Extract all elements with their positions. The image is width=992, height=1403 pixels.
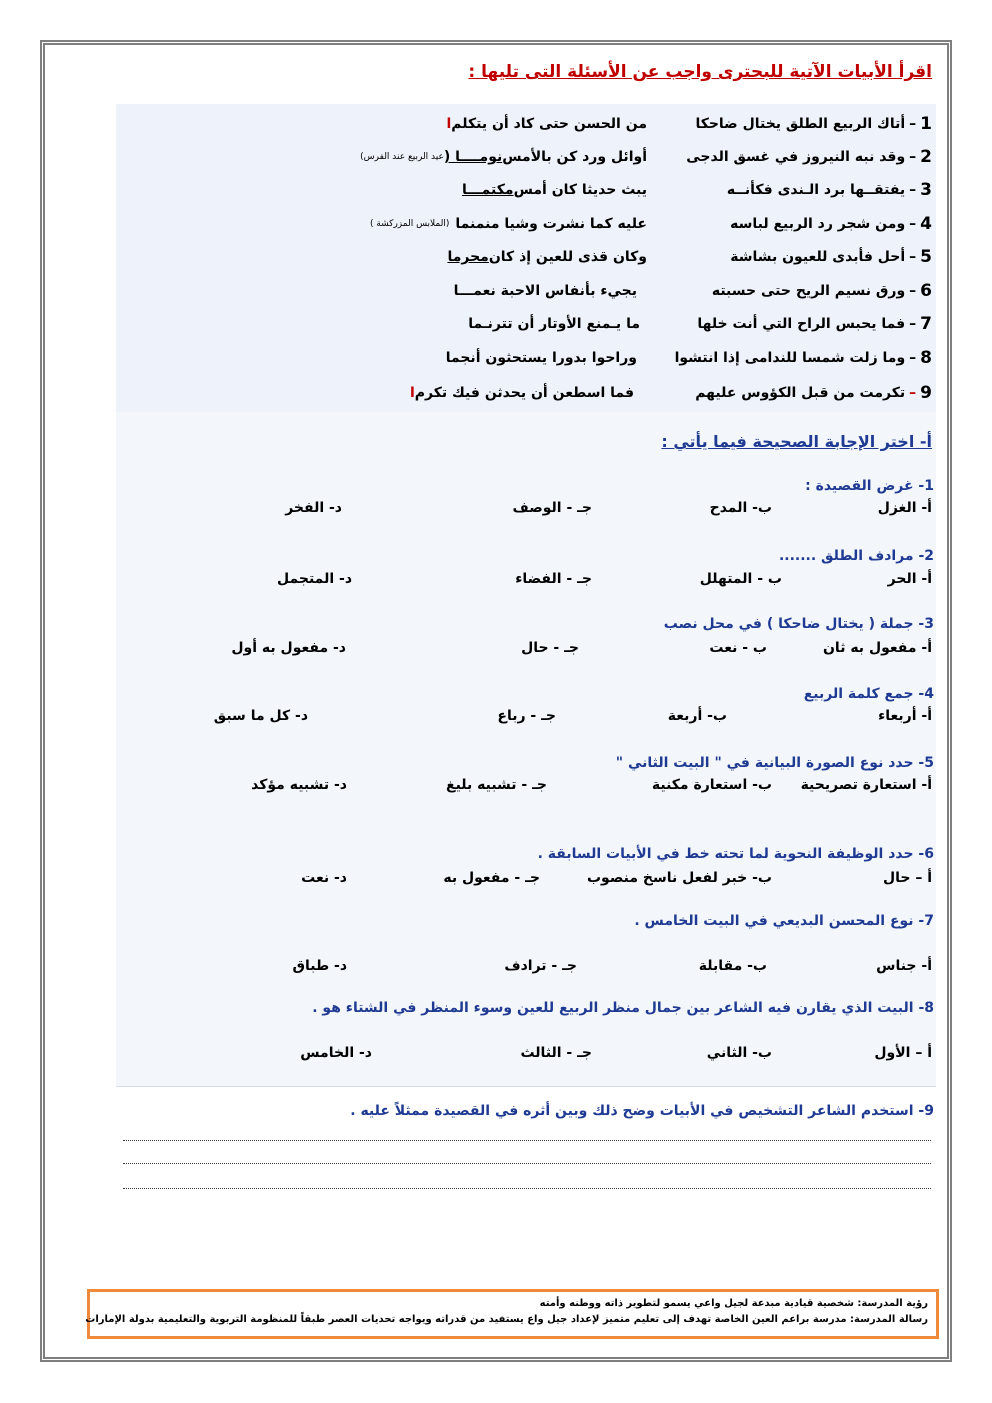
q8-option-d[interactable]: د- الخامس	[300, 1045, 372, 1061]
q7-option-b[interactable]: ب- مقابلة	[698, 958, 767, 974]
verse-text-underlined: مكتمـــا	[462, 182, 514, 198]
verse-text: وقد نبه النيروز في غسق الدجى	[686, 149, 906, 165]
q7-option-d[interactable]: د- طباق	[292, 958, 347, 974]
question-6: 6- حدد الوظيفة النحوية لما تحته خط في الأبيات السابقة .	[537, 846, 934, 862]
verse-text-underlined: نومــــا (	[443, 149, 503, 165]
q6-option-c[interactable]: جـ - مفعول به	[443, 870, 540, 886]
verse-5-first	[730, 241, 932, 273]
verse-number: 9	[920, 383, 932, 403]
verse-number: 1	[920, 114, 932, 134]
verse-text: ما يـمنع الأوتار أن تترنـما	[468, 316, 640, 332]
q2-option-b[interactable]: ب - المتهلل	[699, 571, 782, 587]
verse-6-second	[454, 275, 637, 307]
q4-option-c[interactable]: جـ - رباع	[497, 708, 556, 724]
q5-option-c[interactable]: جـ - تشبيه بليغ	[446, 777, 547, 793]
verse-text: ومن شجر رد الربيع لباسه	[730, 216, 906, 232]
q6-option-d[interactable]: د- نعت	[301, 870, 347, 886]
verse-9-second	[410, 377, 634, 409]
page-title: اقرأ الأبيات الآتية للبحترى واجب عن الأسئلة التى تليها :	[468, 62, 932, 82]
answer-line-2[interactable]	[123, 1163, 931, 1164]
verse-text: تكرمت من قبل الكؤوس عليهم	[695, 385, 906, 401]
verse-text: أتاك الربيع الطلق يختال ضاحكا	[695, 116, 906, 132]
verse-number: 4	[920, 214, 932, 234]
q3-option-c[interactable]: جـ - حال	[521, 640, 579, 656]
verse-dash: –	[909, 385, 917, 401]
school-vision: رؤية المدرسة: شخصية قيادية مبدعة لجيل واعي يسمو لتطوير ذاته ووطنه وأمته	[539, 1298, 928, 1309]
verse-number: 7	[920, 314, 932, 334]
q1-option-c[interactable]: جـ - الوصف	[512, 500, 592, 516]
verse-dash: –	[909, 149, 917, 165]
verse-3-first	[727, 174, 932, 206]
verse-dash: –	[909, 116, 917, 132]
verse-number: 8	[920, 348, 932, 368]
question-1: 1- غرض القصيدة :	[805, 478, 934, 494]
q1-option-a[interactable]: أ- الغزل	[877, 500, 932, 516]
answer-line-3[interactable]	[123, 1188, 931, 1189]
verse-4-first	[730, 208, 932, 240]
verse-text: يفتقــها برد الـندى فكأنــه	[726, 182, 906, 198]
q8-option-c[interactable]: جـ - الثالث	[520, 1045, 592, 1061]
q2-option-c[interactable]: جـ - الفضاء	[515, 571, 592, 587]
verse-dash: –	[909, 316, 917, 332]
verse-1-second	[446, 108, 647, 140]
q1-option-b[interactable]: ب- المدح	[709, 500, 772, 516]
question-9: 9- استخدم الشاعر التشخيص في الأبيات وضح ذلك وبين أثره في القصيدة ممثلاً عليه .	[350, 1103, 934, 1119]
verse-text: عليه كما نشرت وشيا منمنما	[455, 216, 647, 232]
answer-line-1[interactable]	[123, 1140, 931, 1141]
q5-option-b[interactable]: ب- استعارة مكنية	[651, 777, 772, 793]
verse-2-second	[360, 141, 647, 173]
q2-option-a[interactable]: أ- الحر	[887, 571, 932, 587]
verse-text: وراحوا بدورا يستحثون أنجما	[445, 350, 637, 366]
section-title: أ- اختر الإجابة الصحيحة فيما يأتي :	[661, 432, 932, 451]
verse-text: يبث حديثا كان أمس	[513, 182, 647, 198]
q3-option-a[interactable]: أ- مفعول به ثان	[822, 640, 932, 656]
verse-text: فما اسطعن أن يحدثن فيك تكرم	[414, 385, 634, 401]
verse-dash: –	[909, 283, 917, 299]
verse-8-first	[675, 342, 932, 374]
verse-number: 6	[920, 281, 932, 301]
verse-text-highlight: ا	[409, 385, 415, 401]
verse-4-second	[370, 208, 647, 240]
verse-text-highlight: ا	[446, 116, 452, 132]
school-footer	[87, 1289, 939, 1339]
question-4: 4- جمع كلمة الربيع	[803, 686, 934, 702]
q2-option-d[interactable]: د- المتجمل	[277, 571, 352, 587]
q7-option-c[interactable]: جـ - ترادف	[504, 958, 577, 974]
verse-2-first	[686, 141, 932, 173]
question-8: 8- البيت الذي يقارن فيه الشاعر بين جمال منظر الربيع للعين وسوء المنظر في الشتاء هو .	[312, 1000, 934, 1016]
verse-9-first	[695, 377, 932, 409]
q1-option-d[interactable]: د- الفخر	[285, 500, 342, 516]
verse-text: وما زلت شمسا للندامى إذا انتشوا	[674, 350, 906, 366]
verse-text: أحل فأبدى للعيون بشاشة	[730, 249, 906, 265]
verse-text: وكان قذى للعين إذ كان	[488, 249, 647, 265]
verse-8-second	[446, 342, 637, 374]
verse-dash: –	[909, 249, 917, 265]
question-7: 7- نوع المحسن البديعي في البيت الخامس .	[634, 913, 934, 929]
section-divider	[116, 1086, 936, 1087]
verse-text: من الحسن حتى كاد أن يتكلم	[451, 116, 647, 132]
q8-option-a[interactable]: أ – الأول	[874, 1045, 932, 1061]
q8-option-b[interactable]: ب- الثاني	[706, 1045, 772, 1061]
verse-7-first	[697, 308, 932, 340]
q4-option-d[interactable]: د- كل ما سبق	[213, 708, 308, 724]
q3-option-d[interactable]: د- مفعول به أول	[231, 640, 346, 656]
question-3: 3- جملة ( يختال ضاحكا ) في محل نصب	[663, 616, 934, 632]
verse-5-second	[447, 241, 647, 273]
school-mission: رسالة المدرسة: مدرسة براعم العين الخاصة تهدف إلى تعليم متميز لإعداد جيل واع يستفيد من قدراته ويواجه تحديات العصر طبقاً للمنظومة التربوية والتعليمية بدولة الإمارات	[85, 1314, 928, 1325]
verse-text: يجيء بأنفاس الاحبة نعمـــا	[453, 283, 637, 299]
verse-number: 3	[920, 180, 932, 200]
q3-option-b[interactable]: ب - نعت	[709, 640, 767, 656]
q7-option-a[interactable]: أ- جناس	[876, 958, 932, 974]
verse-dash: –	[909, 182, 917, 198]
verse-3-second	[462, 174, 647, 206]
verse-number: 2	[920, 147, 932, 167]
verse-dash: –	[909, 216, 917, 232]
verse-6-first	[712, 275, 932, 307]
verse-dash: –	[909, 350, 917, 366]
verse-note: عيد الربيع عند الفرس)	[360, 152, 444, 162]
verse-text: فما يحبس الراح التي أنت خلها	[697, 316, 906, 332]
question-2: 2- مرادف الطلق .......	[778, 548, 934, 564]
q5-option-a[interactable]: أ- استعارة تصريحية	[800, 777, 932, 793]
q6-option-a[interactable]: أ – حال	[882, 870, 932, 886]
verse-7-second	[468, 308, 640, 340]
verse-1-first	[695, 108, 932, 140]
verse-text-underlined: محرما	[447, 249, 489, 265]
q4-option-a[interactable]: أ- أربعاء	[878, 708, 932, 724]
verse-text: ورق نسيم الريح حتى حسبته	[711, 283, 906, 299]
q4-option-b[interactable]: ب- أربعة	[667, 708, 727, 724]
verse-note: (الملابس المزركشة )	[369, 219, 450, 229]
verse-number: 5	[920, 247, 932, 267]
q6-option-b[interactable]: ب- خبر لفعل ناسخ منصوب	[586, 870, 772, 886]
verse-text: أوائل ورد كن بالأمس	[502, 149, 647, 165]
q5-option-d[interactable]: د- تشبيه مؤكد	[251, 777, 347, 793]
question-5: 5- حدد نوع الصورة البيانية في " البيت الثاني "	[615, 755, 934, 771]
